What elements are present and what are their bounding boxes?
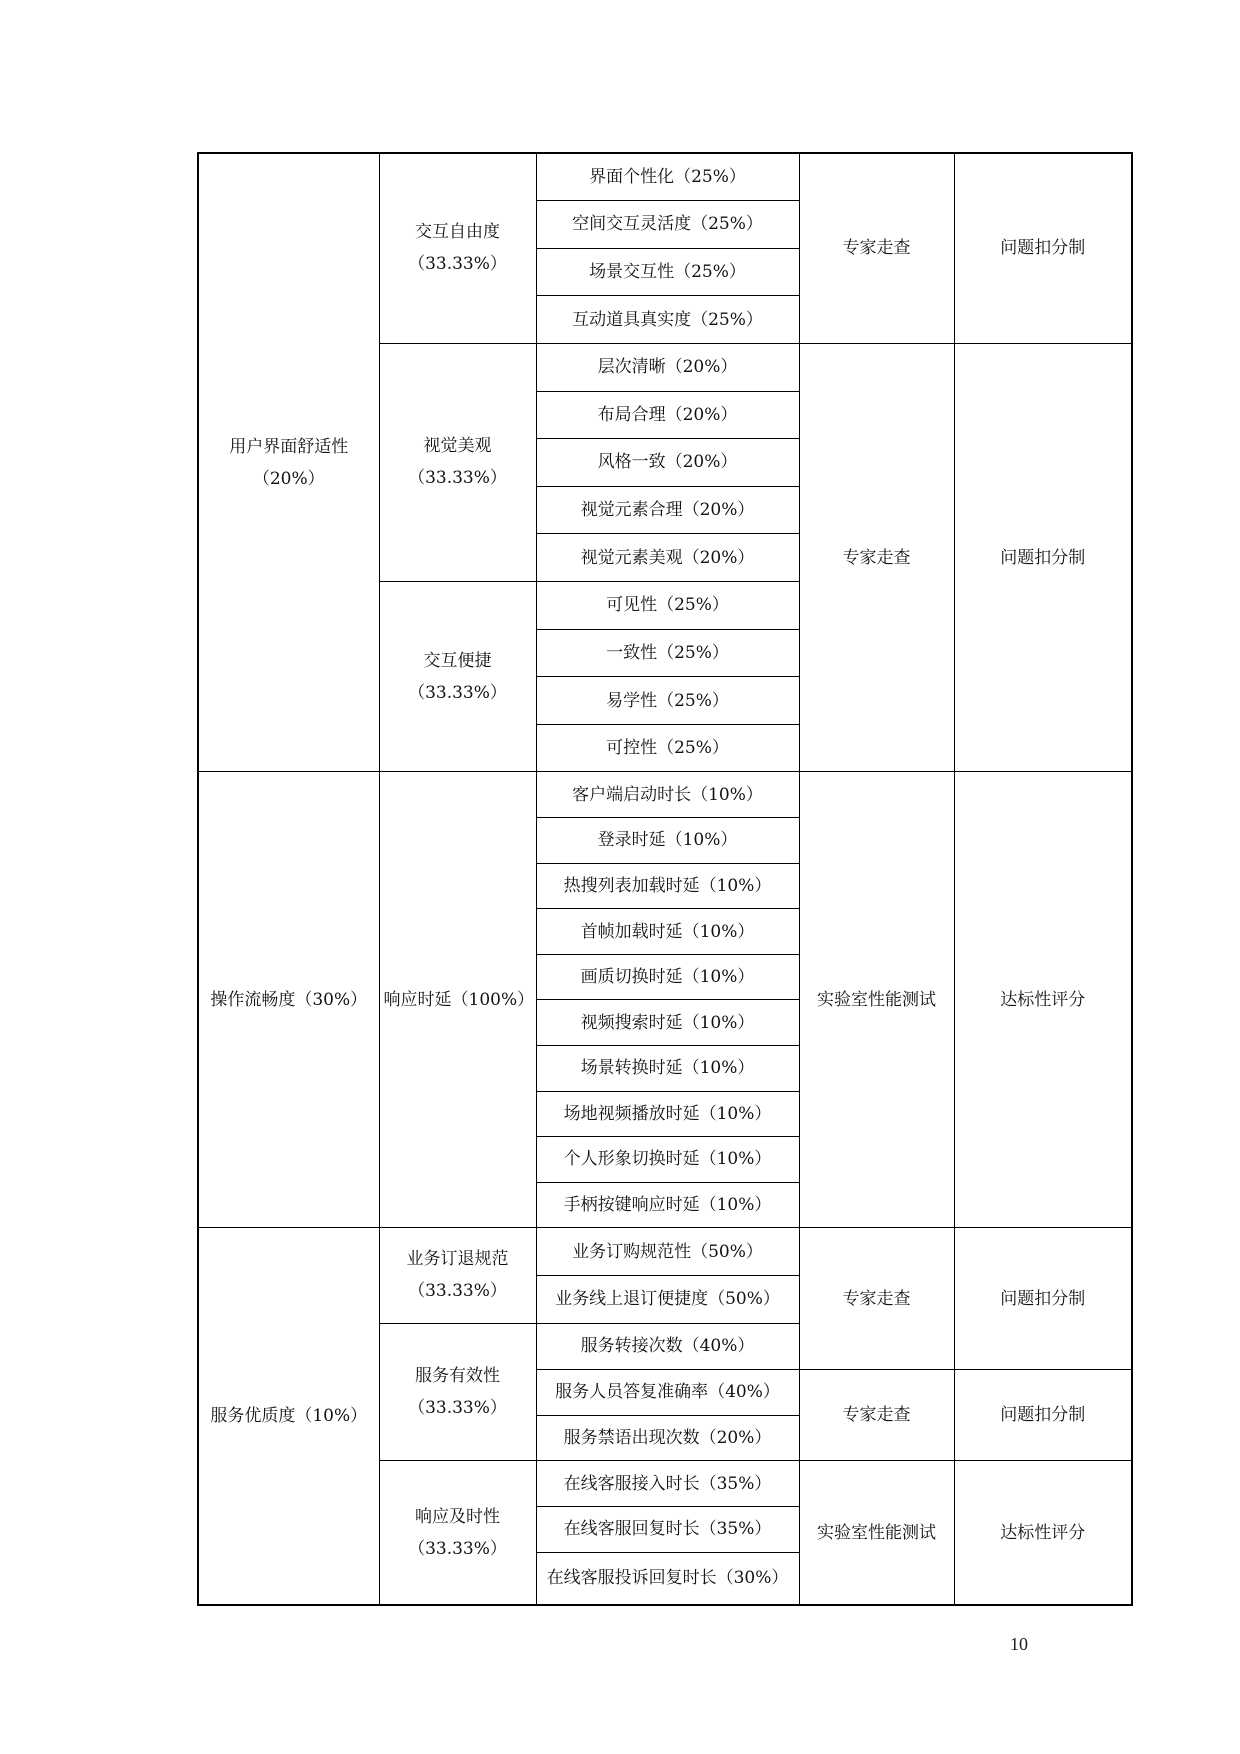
l3-cell: 在线客服投诉回复时长（30%） — [536, 1552, 799, 1605]
l3-cell: 业务订购规范性（50%） — [536, 1228, 799, 1276]
l3-cell: 客户端启动时长（10%） — [536, 772, 799, 818]
table-row — [198, 153, 1132, 201]
l2-name: 服务有效性 — [415, 1365, 500, 1386]
l2-weight: （33.33%） — [408, 1281, 507, 1302]
l3-cell: 视觉元素美观（20%） — [536, 534, 799, 582]
l3-cell: 画质切换时延（10%） — [536, 954, 799, 1000]
l1-cell — [198, 153, 379, 772]
l3-cell: 首帧加载时延（10%） — [536, 909, 799, 955]
l3-cell: 手柄按键响应时延（10%） — [536, 1182, 799, 1228]
l2-cell — [379, 1323, 536, 1461]
l2-cell — [379, 153, 536, 343]
l2-name: 业务订退规范 — [406, 1249, 509, 1270]
scoring-cell: 达标性评分 — [954, 772, 1132, 1228]
l3-cell: 互动道具真实度（25%） — [536, 296, 799, 344]
l3-cell: 服务人员答复准确率（40%） — [536, 1370, 799, 1416]
table-row — [198, 772, 1132, 818]
l2-cell — [379, 1461, 536, 1605]
scoring-cell: 问题扣分制 — [954, 1370, 1132, 1461]
l3-cell: 在线客服回复时长（35%） — [536, 1506, 799, 1552]
l2-cell — [379, 772, 536, 1228]
l3-cell: 视频搜索时延（10%） — [536, 1000, 799, 1046]
l2-cell — [379, 1228, 536, 1323]
method-cell: 专家走查 — [799, 343, 954, 771]
l2-weight: （33.33%） — [408, 254, 507, 275]
scoring-cell: 问题扣分制 — [954, 343, 1132, 771]
method-cell: 专家走查 — [799, 1370, 954, 1461]
method-cell: 实验室性能测试 — [799, 772, 954, 1228]
method-cell: 实验室性能测试 — [799, 1461, 954, 1605]
l3-cell: 场景转换时延（10%） — [536, 1045, 799, 1091]
table-row — [198, 1228, 1132, 1276]
method-cell: 专家走查 — [799, 153, 954, 343]
l3-cell: 服务转接次数（40%） — [536, 1323, 799, 1370]
l2-weight: （33.33%） — [408, 1397, 507, 1418]
l3-cell: 层次清晰（20%） — [536, 343, 799, 391]
l3-cell: 易学性（25%） — [536, 677, 799, 725]
l1-weight: （20%） — [252, 468, 325, 489]
l3-cell: 视觉元素合理（20%） — [536, 486, 799, 534]
method-cell: 专家走查 — [799, 1228, 954, 1370]
l2-weight: （33.33%） — [408, 682, 507, 703]
l2-name: 视觉美观 — [423, 436, 492, 457]
indicator-table — [197, 152, 1133, 1606]
l2-weight: （33.33%） — [408, 1538, 507, 1559]
scoring-cell: 问题扣分制 — [954, 1228, 1132, 1370]
l3-cell: 热搜列表加载时延（10%） — [536, 863, 799, 909]
l3-cell: 界面个性化（25%） — [536, 153, 799, 201]
l1-cell — [198, 772, 379, 1228]
l1-cell — [198, 1228, 379, 1605]
l3-cell: 风格一致（20%） — [536, 439, 799, 487]
l3-cell: 登录时延（10%） — [536, 818, 799, 864]
l3-cell: 空间交互灵活度（25%） — [536, 201, 799, 249]
l3-cell: 在线客服接入时长（35%） — [536, 1461, 799, 1507]
l3-cell: 可见性（25%） — [536, 581, 799, 629]
l2-cell — [379, 581, 536, 771]
l3-cell: 布局合理（20%） — [536, 391, 799, 439]
l1-name: 服务优质度（10%） — [210, 1406, 368, 1427]
l2-name: 响应时延（100%） — [383, 989, 535, 1010]
l2-name: 响应及时性 — [415, 1506, 500, 1527]
l3-cell: 场地视频播放时延（10%） — [536, 1091, 799, 1137]
l1-name: 操作流畅度（30%） — [210, 989, 368, 1010]
scoring-cell: 问题扣分制 — [954, 153, 1132, 343]
l2-name: 交互便捷 — [423, 650, 492, 671]
l1-name: 用户界面舒适性 — [229, 436, 349, 457]
l2-cell — [379, 343, 536, 581]
l3-cell: 个人形象切换时延（10%） — [536, 1137, 799, 1183]
l3-cell: 服务禁语出现次数（20%） — [536, 1415, 799, 1461]
l3-cell: 可控性（25%） — [536, 724, 799, 772]
l3-cell: 业务线上退订便捷度（50%） — [536, 1275, 799, 1323]
scoring-cell: 达标性评分 — [954, 1461, 1132, 1605]
l3-cell: 场景交互性（25%） — [536, 248, 799, 296]
l3-cell: 一致性（25%） — [536, 629, 799, 677]
l2-weight: （33.33%） — [408, 468, 507, 489]
l2-name: 交互自由度 — [415, 222, 500, 243]
page-number: 10 — [1010, 1634, 1028, 1654]
